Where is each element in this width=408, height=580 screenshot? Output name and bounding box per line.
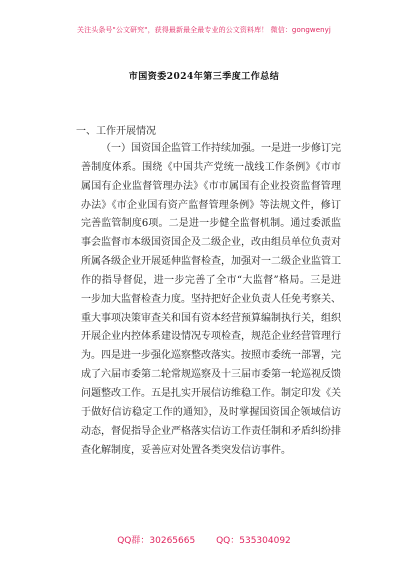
footer-qq-group: QQ群：30265665: [117, 536, 196, 546]
header-banner: 关注头条号"公文研究"，获得最新最全最专业的公文资料库！ 微信：gongwenyj: [77, 26, 331, 34]
document-title: 市国资委2024年第三季度工作总结: [128, 72, 280, 82]
footer-qq-number: QQ：535304092: [216, 536, 291, 546]
section-heading: 一、工作开展情况: [76, 126, 156, 137]
footer-contact: [0, 533, 408, 546]
body-paragraph: （一）国资国企监管工作持续加强。一是进一步修订完善制度体系。围绕《中国共产党统一战线工作条例》《市市属国有企业监督管理办法》《市市属国有企业投资监督管理办法》《市企业国有资产监督管理条例》等法规文件，修订完善监管制度6项。二是进一步健全监督机制。通过委派监事会监督市本级国资国企及二级企业，改由组员单位负责对所属各级企业开展延伸监督检查，加强对一二级企业监管工作的指导督促，进一步完善了全市“大监督”格局。三是进一步加大监督检查力度。坚持把好企业负责人任免考察关、重大事项决策审查关和国有资本经营预算编制执行关，组织开展企业内控体系建设情况专项检查，规范企业经营管理行为。四是进一步强化巡察整改落实。按照市委统一部署，完成了六届市委第二轮常规巡察及十三届市委第一轮巡视反馈问题整改工作。五是扎实开展信访维稳工作。制定印发《关于做好信访稳定工作的通知》，及时掌握国资国企领域信访动态，督促指导企业严格落实信访工作责任制和矛盾纠纷排查化解制度，妥善应对处置各类突发信访事件。: [81, 143, 341, 456]
